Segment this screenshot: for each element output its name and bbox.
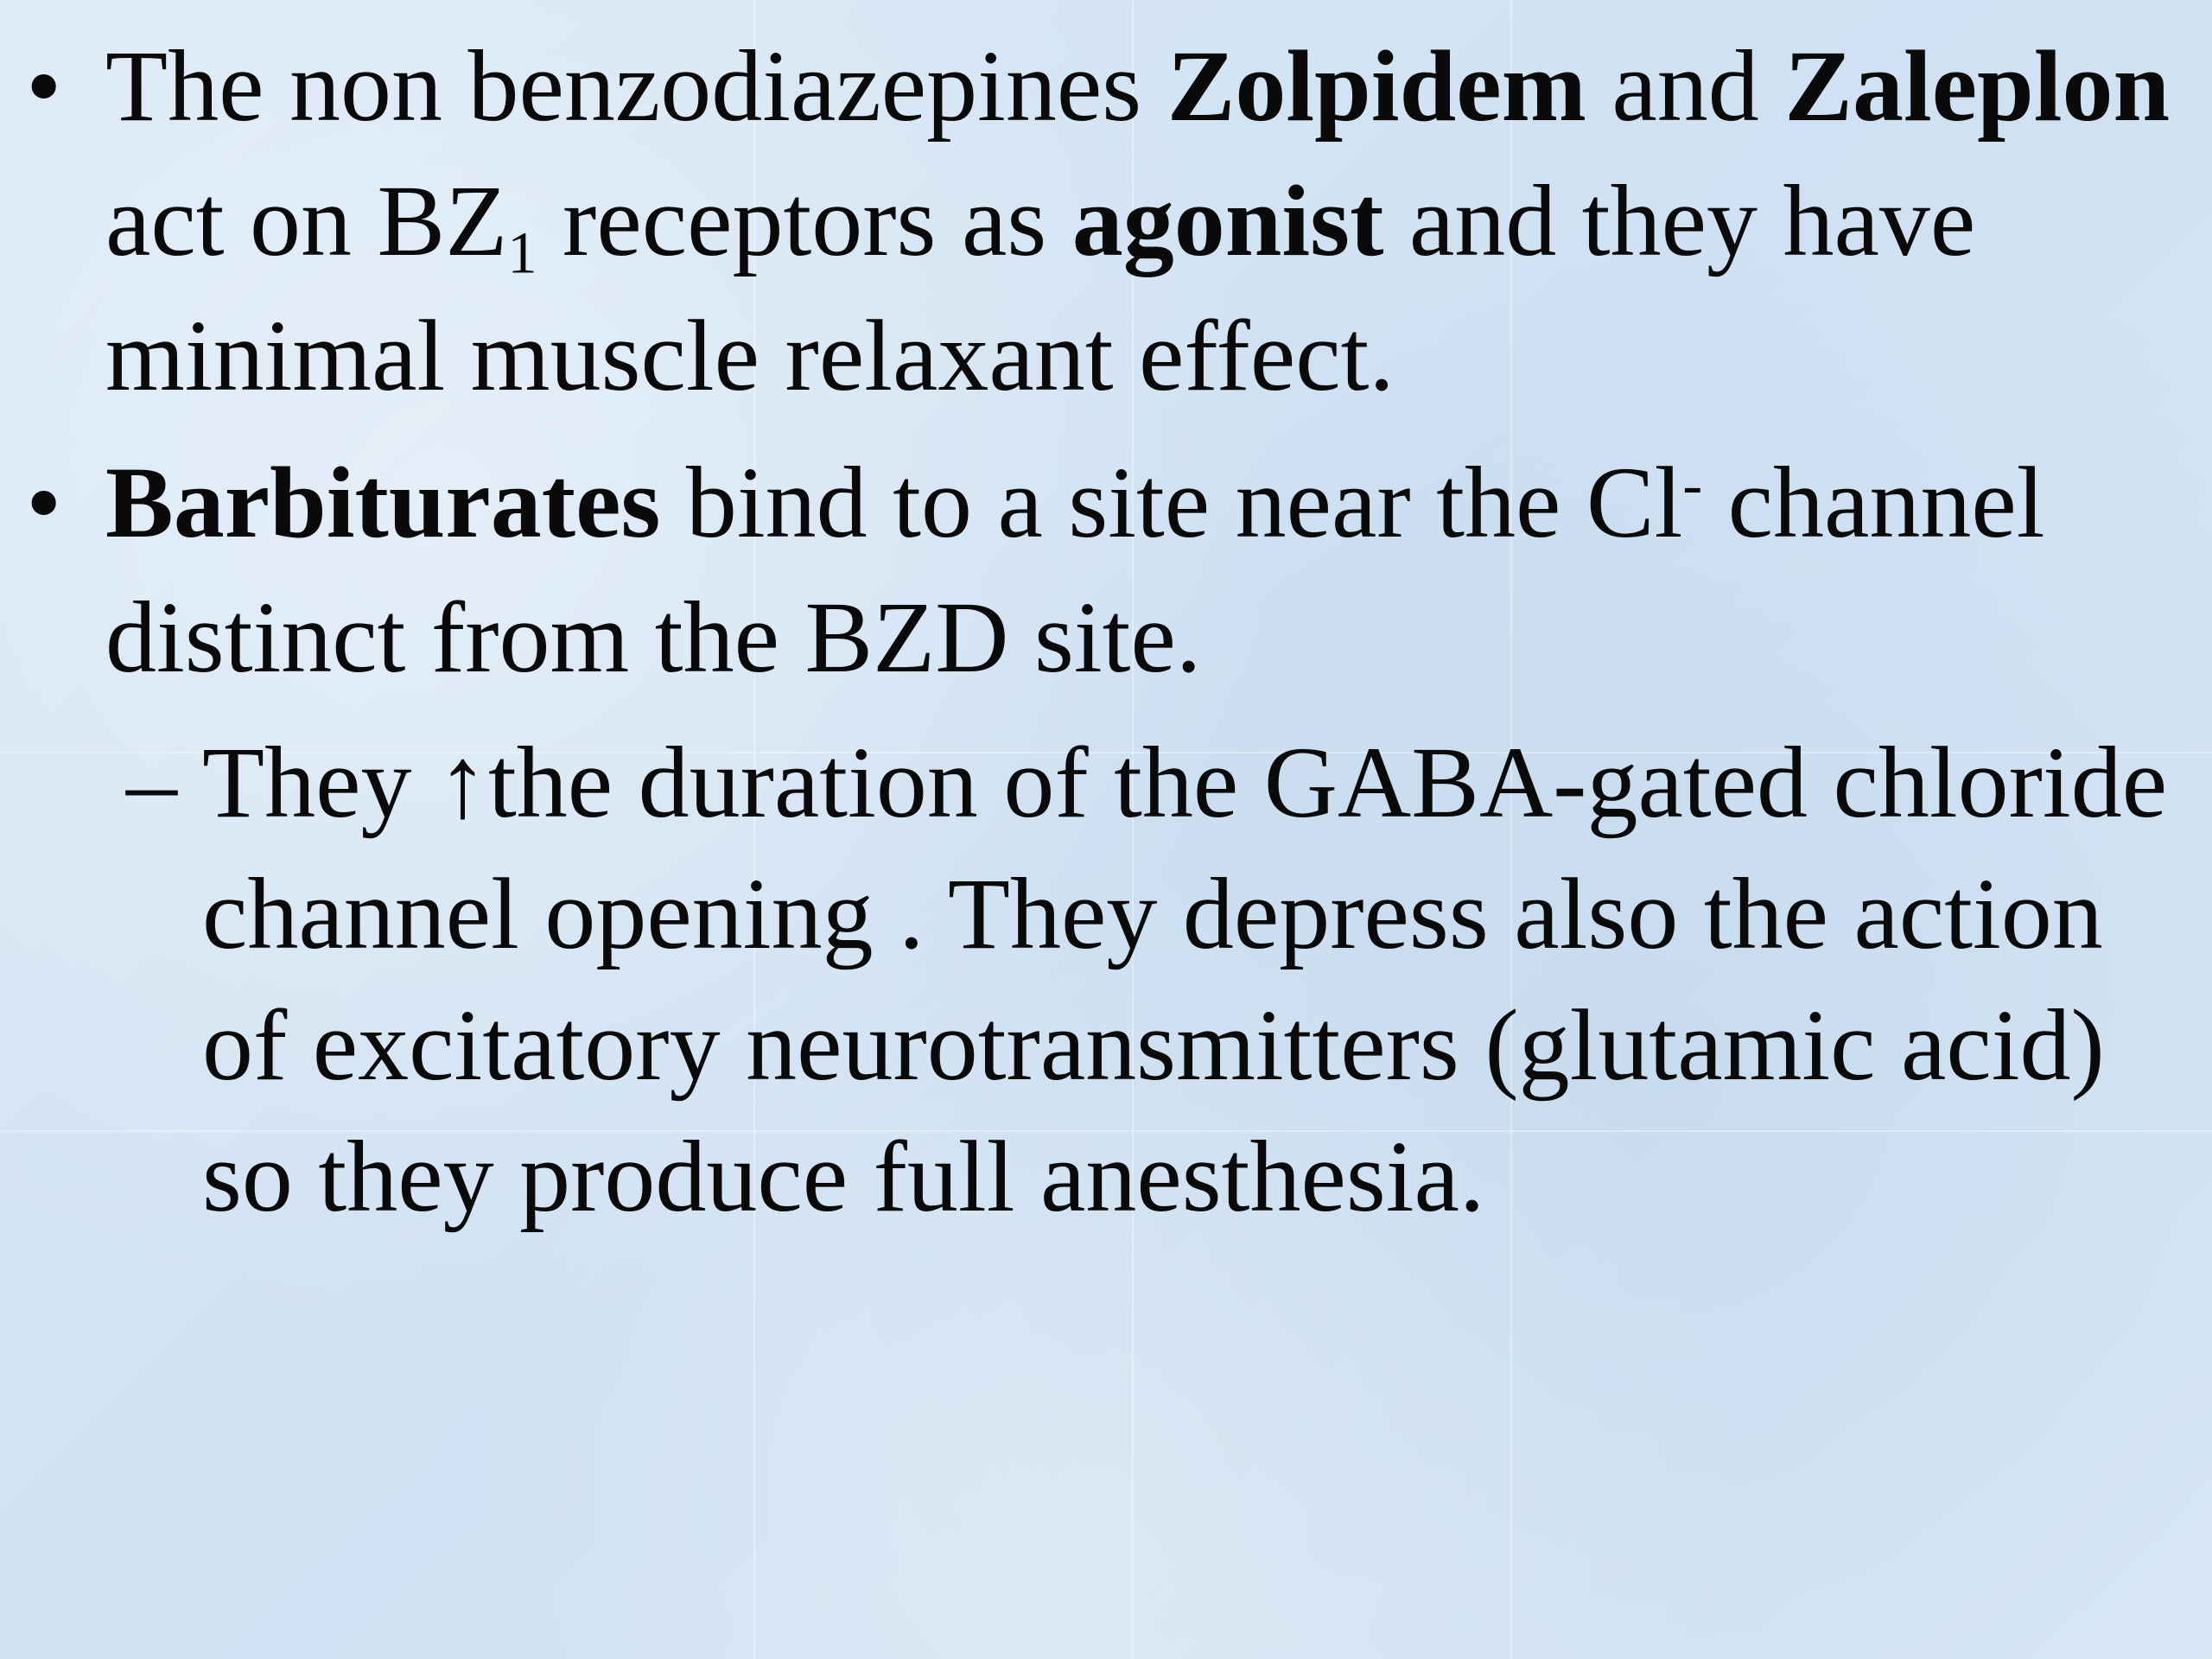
drug-name-zaleplon: Zaleplon [1784, 29, 2171, 143]
sub-bullet-item-gaba [0, 717, 2186, 1243]
emphasis-agonist: agonist [1071, 164, 1384, 277]
drug-name-zolpidem: Zolpidem [1166, 29, 1586, 143]
bullet-marker: • [26, 29, 62, 143]
sub-bullet-marker: – [126, 726, 177, 839]
subscript: 1 [507, 219, 537, 286]
bullet-marker: • [26, 446, 62, 559]
sub-bullet-text: They ↑the duration of the GABA-gated chloride channel opening . They depress also the action of excitatory neurotransmitters (glutamic acid) so they produce full anesthesia. [202, 726, 2168, 1233]
bullet-text: Barbiturates bind to a site near the Cl- channel distinct from the BZD site. [105, 446, 2045, 694]
bullet-item-barbiturates [0, 435, 2186, 705]
slide-body [0, 19, 2186, 1243]
bullet-text: The non benzodiazepines Zolpidem and Zaleplon act on $BZ_1$ receptors as agonist and they have minimal muscle relaxant effect. [105, 29, 2171, 412]
superscript: - [1682, 451, 1703, 518]
drug-class-barbiturates: Barbiturates [105, 446, 661, 559]
bullet-item-nonbenzodiazepines [0, 19, 2186, 423]
